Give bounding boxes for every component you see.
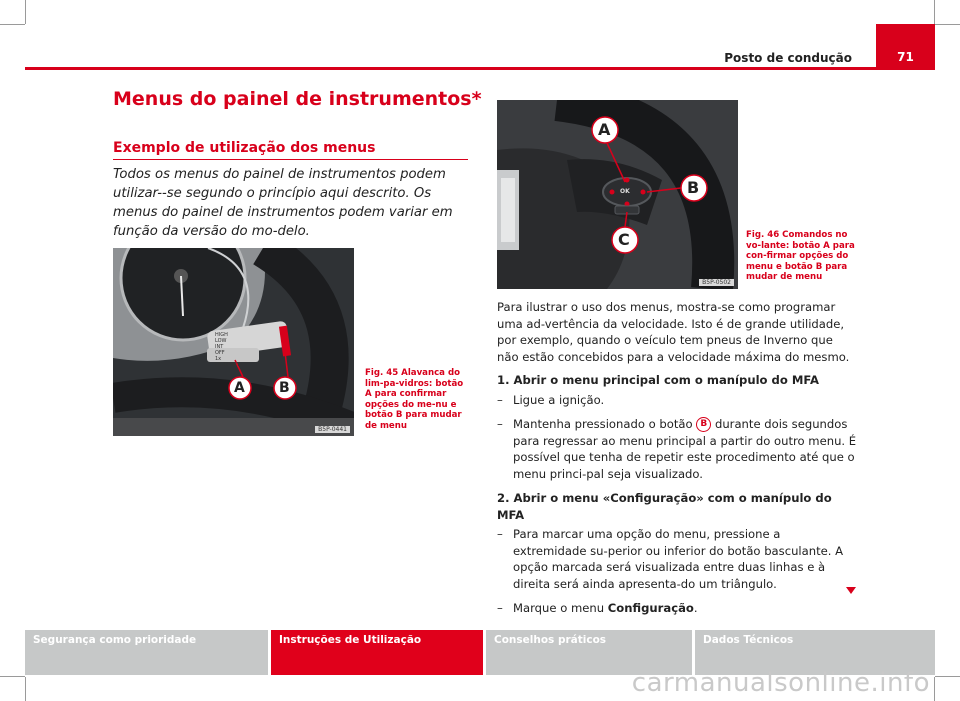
figure-45-image <box>113 248 354 436</box>
step-1-title: 1. Abrir o menu principal com o manípulo do MFA <box>497 373 819 387</box>
stalk-label: 1x <box>215 356 222 362</box>
subtitle-rule <box>113 159 468 160</box>
figure-45-code: B5P-0441 <box>315 426 350 433</box>
step-2-item <box>497 600 857 617</box>
stalk-label: HIGH <box>215 332 228 338</box>
stalk-labels <box>215 332 240 368</box>
footer-tab-technical-data[interactable]: Dados Técnicos <box>695 630 935 675</box>
crop-mark <box>935 24 960 25</box>
intro-text: Todos os menus do painel de instrumentos podem utilizar--se segundo o princípio aqui descrito. Os menus do painel de instrumentos podem variar em função da versão do mo-delo. <box>113 167 453 239</box>
step-2-item-text: Marque o menu <box>513 601 605 615</box>
body-text <box>497 299 857 617</box>
crop-mark <box>0 676 25 677</box>
button-b-badge: B <box>696 417 711 432</box>
figure-46-label-c: C <box>618 230 630 249</box>
crop-mark <box>25 0 26 24</box>
steering-wheel-illustration <box>497 100 738 289</box>
continue-arrow-icon <box>846 587 856 594</box>
crop-mark <box>0 24 25 25</box>
footer-tab-instructions[interactable]: Instruções de Utilização <box>271 630 483 675</box>
stalk-label: OFF <box>215 350 225 356</box>
crop-mark <box>25 677 26 701</box>
figure-45-caption: Fig. 45 Alavanca do lim-pa-vidros: botão A para confirmar opções do me-nu e botão B para mudar de menu <box>365 368 464 431</box>
figure-45-label-b: B <box>279 380 290 396</box>
step-2-period: . <box>693 601 698 615</box>
figure-46-label-a: A <box>598 120 611 139</box>
section-title: Menus do painel de instrumentos* <box>113 88 482 110</box>
header-rule <box>25 67 935 70</box>
step-2-item: – Para marcar uma opção do menu, pressione a extremidade su-perior ou inferior do botão basculante. A opção marcada será visualizada entre duas linhas e à direita será ainda apresenta-do um triângulo. <box>497 526 857 592</box>
crop-mark <box>934 0 935 24</box>
footer-tab-tips[interactable]: Conselhos práticos <box>486 630 692 675</box>
crop-mark <box>934 677 935 701</box>
step-1-item <box>497 416 857 482</box>
stalk-label: OK/RESET <box>215 362 240 368</box>
running-title: Posto de condução <box>724 51 852 65</box>
figure-46-caption: Fig. 46 Comandos no vo-lante: botão A para con-firmar opções do menu e botão B para mudar de menu <box>746 230 855 282</box>
ok-button-label: OK <box>620 188 630 195</box>
step-2-title: 2. Abrir o menu «Configuração» com o manípulo do MFA <box>497 491 832 522</box>
stalk-label: LOW <box>215 338 227 344</box>
footer-tab-safety[interactable]: Segurança como prioridade <box>25 630 268 675</box>
crop-mark <box>935 676 960 677</box>
stalk-label: INT <box>215 344 224 350</box>
step-1-item-text: durante dois segundos para regressar ao menu principal a partir do outro menu. É possível que tenha de repetir este procedimento até que o menu princi-pal seja visualizado. <box>513 417 857 481</box>
step-2-bold-word: Configuração <box>607 601 694 615</box>
step-1-item: – Ligue a ignição. <box>497 392 857 409</box>
intro-paragraph: Para ilustrar o uso dos menus, mostra-se como programar uma ad-vertência da velocidade. Isto é de grande utilidade, por exemplo, quando o veículo tem pneus de Inverno que não estão concebidos para a velocidade máxima do mesmo. <box>497 300 850 364</box>
figure-46-label-b: B <box>687 178 700 197</box>
figure-46-image <box>497 100 738 289</box>
section-subtitle: Exemplo de utilização dos menus <box>113 140 376 156</box>
figure-46-code: B5P-0502 <box>699 279 734 286</box>
watermark: carmanualsonline.info <box>631 668 930 698</box>
page-number: 71 <box>897 50 914 64</box>
figure-45-label-a: A <box>234 380 245 396</box>
step-1-item-prefix: Mantenha pressionado o botão <box>513 417 693 431</box>
